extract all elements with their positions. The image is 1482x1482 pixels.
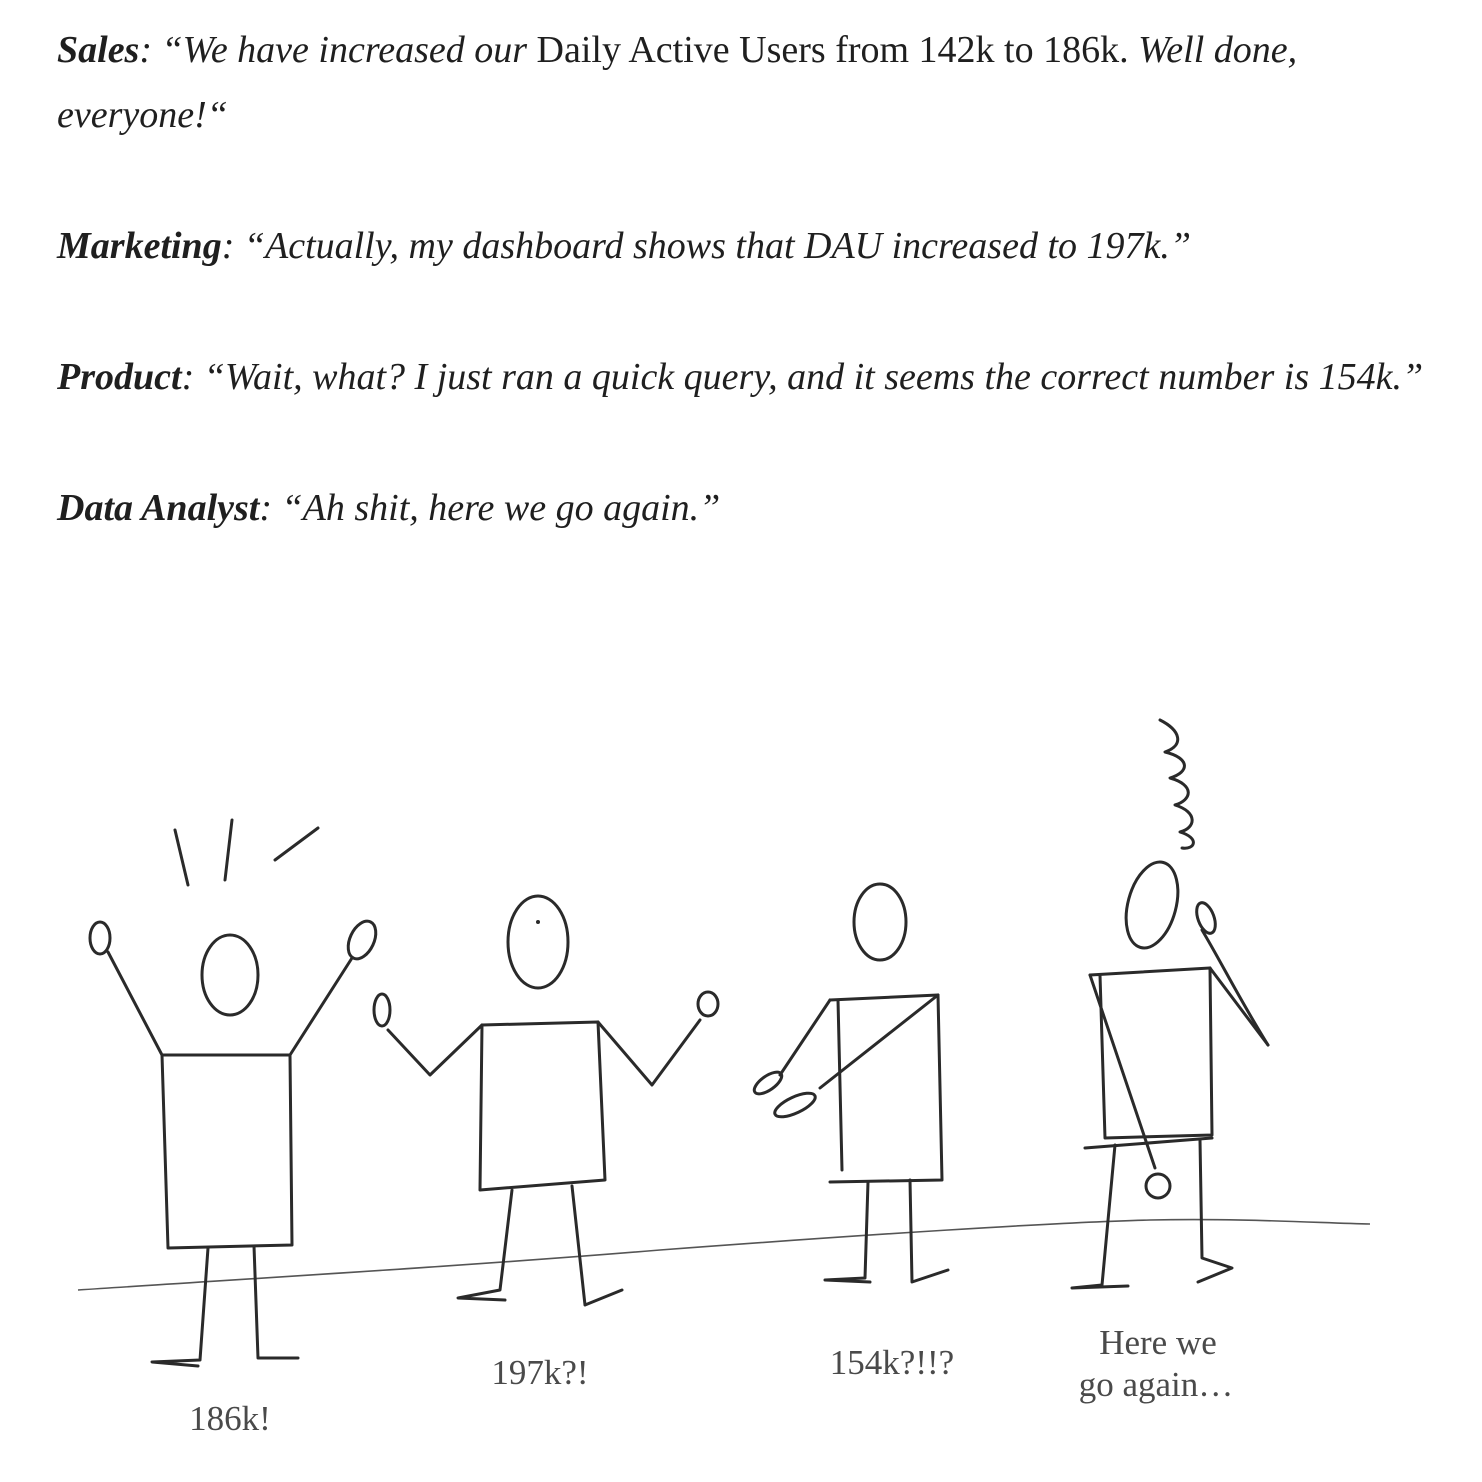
quote-segment: Daily Active Users from 142k to 186k. bbox=[536, 29, 1129, 71]
stick-figure-marketing bbox=[374, 896, 718, 1305]
stick-figure-analyst bbox=[1072, 720, 1268, 1288]
speaker-name: Product bbox=[57, 356, 182, 398]
speaker-name: Data Analyst bbox=[57, 487, 260, 529]
quote-segment: : “We have increased our bbox=[139, 29, 537, 71]
quote-segment: : “Actually, my dashboard shows that DAU increased to 197k.” bbox=[221, 225, 1191, 267]
speaker-name: Sales bbox=[57, 29, 140, 71]
dialogue-text bbox=[57, 18, 1427, 607]
illustration-canvas bbox=[60, 690, 1420, 1470]
caption-analyst-line1: Here we bbox=[1099, 1323, 1217, 1362]
speaker-name: Marketing bbox=[57, 225, 222, 267]
caption-sales: 186k! bbox=[189, 1399, 271, 1438]
ground-line bbox=[78, 1220, 1370, 1290]
caption-product: 154k?!!? bbox=[829, 1343, 955, 1382]
quote-segment: Well done, everyone!“ bbox=[57, 29, 1298, 136]
dialogue-line-sales bbox=[57, 18, 1427, 148]
dialogue-line-analyst bbox=[57, 476, 1427, 541]
quote-segment: : “Wait, what? I just ran a quick query, and it seems the correct number is 154k.” bbox=[181, 356, 1424, 398]
dialogue-line-product bbox=[57, 345, 1427, 410]
stick-figure-product bbox=[751, 884, 948, 1282]
caption-analyst-line2: go again… bbox=[1078, 1365, 1234, 1404]
caption-marketing: 197k?! bbox=[491, 1353, 589, 1392]
stick-figure-sales bbox=[90, 820, 381, 1366]
quote-segment: : “Ah shit, here we go again.” bbox=[259, 487, 721, 529]
dialogue-line-marketing bbox=[57, 214, 1427, 279]
stick-figure-illustration bbox=[60, 690, 1420, 1470]
